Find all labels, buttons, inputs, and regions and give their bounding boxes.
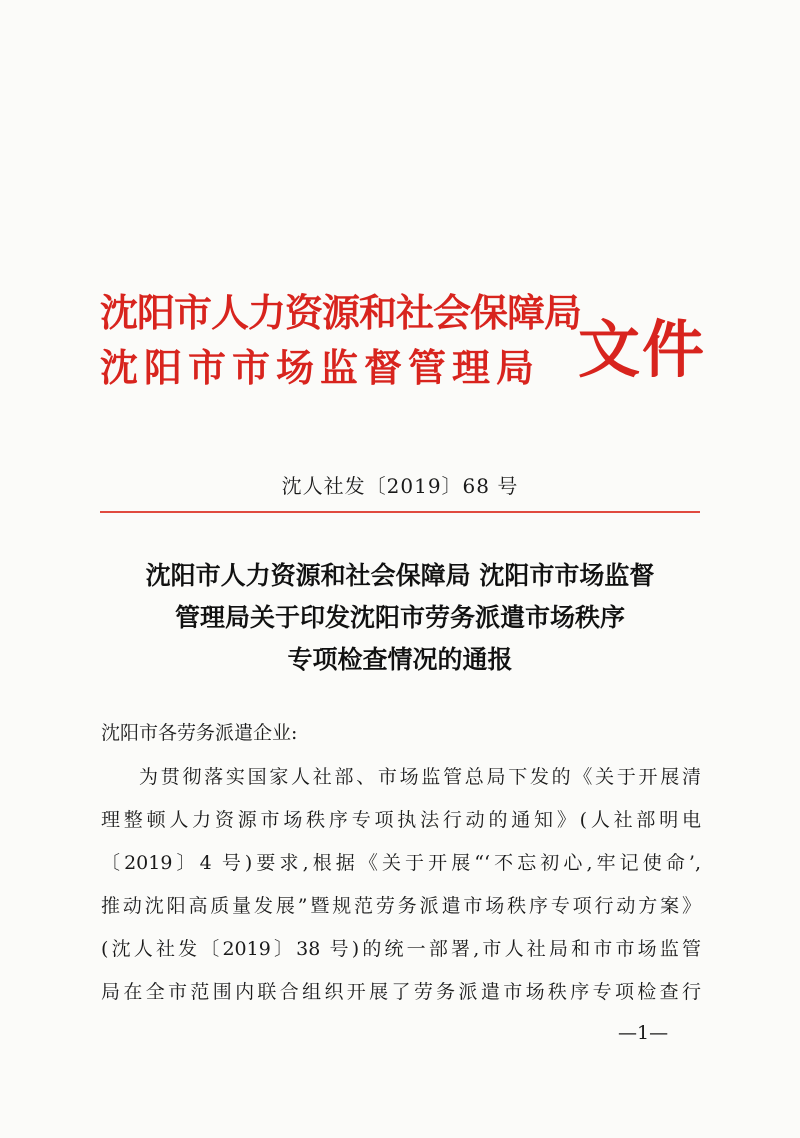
body-line-6: 局在全市范围内联合组织开展了劳务派遣市场秩序专项检查行: [101, 981, 701, 1003]
document-header: [100, 282, 707, 392]
document-type-label: 文件: [578, 313, 707, 386]
document-title: [100, 555, 700, 681]
body-line-5: (沈人社发〔2019〕38 号)的统一部署,市人社局和市市场监管: [101, 938, 701, 960]
salutation: 沈阳市各劳务派遣企业:: [101, 722, 298, 744]
body-line-1: 为贯彻落实国家人社部、市场监管总局下发的《关于开展清: [139, 766, 701, 788]
header-divider: [100, 511, 700, 513]
issuer-line-1: 沈阳市人力资源和社会保障局: [100, 290, 582, 335]
body-paragraph: [101, 764, 701, 1022]
title-line-2: 管理局关于印发沈阳市劳务派遣市场秩序: [174, 603, 625, 632]
title-line-3: 专项检查情况的通报: [287, 645, 513, 674]
body-line-4: 推动沈阳高质量发展”暨规范劳务派遣市场秩序专项行动方案》: [101, 895, 701, 917]
body-line-2: 理整顿人力资源市场秩序专项执法行动的通知》(人社部明电: [101, 809, 701, 831]
issuer-line-2: 沈阳市市场监督管理局: [100, 345, 541, 390]
page-number: —1—: [618, 1022, 669, 1044]
title-line-1: 沈阳市人力资源和社会保障局 沈阳市市场监督: [145, 561, 655, 590]
document-number: 沈人社发〔2019〕68 号: [281, 474, 519, 498]
body-line-3: 〔2019〕4 号)要求,根据《关于开展“‘不忘初心,牢记使命’,: [101, 852, 701, 874]
